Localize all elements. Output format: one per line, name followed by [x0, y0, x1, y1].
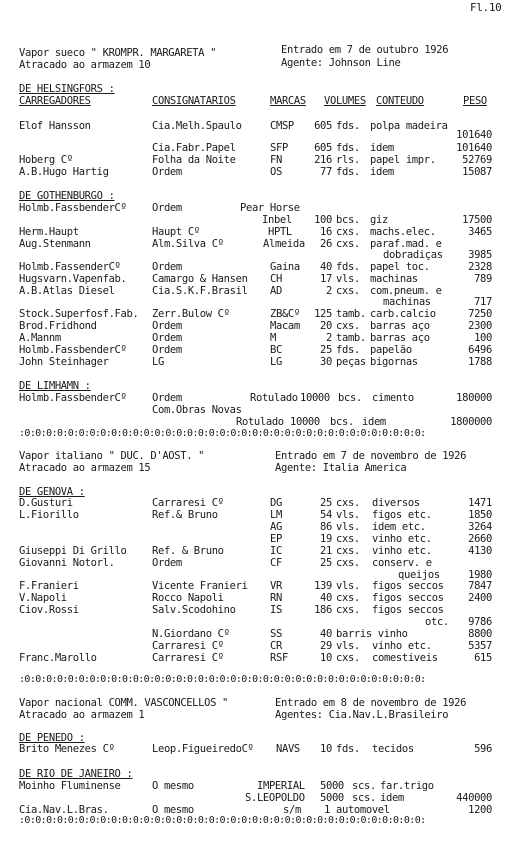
- row-goods: otc.: [425, 616, 449, 628]
- row-qty: 40: [320, 261, 332, 273]
- row-weight: 7847: [468, 580, 492, 592]
- row-mark: M: [270, 332, 276, 344]
- row-mark: IC: [270, 545, 282, 557]
- row-consignee: Carraresi Cº: [152, 652, 224, 664]
- row-mark: Almeida: [263, 238, 305, 250]
- berth: Atracado ao armazem 1: [19, 709, 145, 721]
- row-mark: CF: [270, 557, 282, 569]
- row-unit: fds.: [336, 344, 360, 356]
- row-weight: 1980: [468, 569, 492, 581]
- row-unit: cxs.: [336, 545, 360, 557]
- row-goods: dobradiças: [383, 249, 443, 261]
- row-consignee: Ref. & Bruno: [152, 545, 224, 557]
- row-qty: 77: [320, 166, 332, 178]
- row-weight: 2328: [468, 261, 492, 273]
- row-weight: 15087: [462, 166, 492, 178]
- row-qty: 10000: [300, 392, 330, 404]
- port-heading: DE HELSINGFORS :: [19, 83, 115, 95]
- row-consignee: Ordem: [152, 557, 182, 569]
- row-shipper: Hoberg Cº: [19, 154, 73, 166]
- row-mark: RN: [270, 592, 282, 604]
- row-shipper: Holmb.FassenderCº: [19, 261, 121, 273]
- row-mark: FN: [270, 154, 282, 166]
- row-consignee: Ordem: [152, 320, 182, 332]
- row-consignee: Zerr.Bulow Cº: [152, 308, 230, 320]
- entry-date: Entrado em 7 de novembro de 1926: [275, 450, 467, 462]
- row-consignee: Folha da Noite: [152, 154, 236, 166]
- row-shipper: Elof Hansson: [19, 120, 91, 132]
- row-consignee: Leop.FigueiredoCº: [152, 743, 254, 755]
- row-goods: machinas: [370, 273, 418, 285]
- row-shipper: A.B.Atlas Diesel: [19, 285, 115, 297]
- row-qty: 1: [324, 804, 330, 816]
- row-qty: 20: [320, 320, 332, 332]
- row-qty: 10: [320, 652, 332, 664]
- row-weight: 8800: [468, 628, 492, 640]
- row-weight: 440000: [456, 792, 492, 804]
- row-qty: 54: [320, 509, 332, 521]
- row-qty: 21: [320, 545, 332, 557]
- row-mark: SFP: [270, 142, 288, 154]
- row-unit: cxs.: [336, 652, 360, 664]
- row-consignee: Ordem: [152, 261, 182, 273]
- row-unit: vls.: [336, 521, 360, 533]
- row-weight: 3465: [468, 226, 492, 238]
- row-shipper: Giuseppi Di Grillo: [19, 545, 127, 557]
- row-mark: AG: [270, 521, 282, 533]
- row-shipper: Herm.Haupt: [19, 226, 79, 238]
- row-mark: EP: [270, 533, 282, 545]
- row-qty: 10000: [290, 416, 320, 428]
- row-weight: 1850: [468, 509, 492, 521]
- row-weight: 2660: [468, 533, 492, 545]
- row-goods: machs.elec.: [370, 226, 436, 238]
- row-consignee: Ordem: [152, 392, 182, 404]
- agent: Agente: Johnson Line: [281, 57, 401, 69]
- row-consignee: Ref.& Bruno: [152, 509, 218, 521]
- row-shipper: Ciov.Rossi: [19, 604, 79, 616]
- column-header-weight: PESO: [463, 95, 487, 107]
- row-weight: 7250: [468, 308, 492, 320]
- row-weight: 3264: [468, 521, 492, 533]
- row-shipper: A.B.Hugo Hartig: [19, 166, 109, 178]
- row-weight: 596: [474, 743, 492, 755]
- row-shipper: Moinho Fluminense: [19, 780, 121, 792]
- row-qty: 605: [314, 142, 332, 154]
- row-shipper: V.Napoli: [19, 592, 67, 604]
- row-goods: papel toc.: [370, 261, 430, 273]
- row-unit: fds.: [336, 120, 360, 132]
- row-qty: 2: [326, 285, 332, 297]
- row-unit: vls.: [336, 273, 360, 285]
- row-unit: fds.: [336, 743, 360, 755]
- column-header-consignees: CONSIGNATARIOS: [152, 95, 236, 107]
- row-consignee: Ordem: [152, 166, 182, 178]
- separator-line: :0:0:0:0:0:0:0:0:0:0:0:0:0:0:0:0:0:0:0:0:0:0:0:0:0:0:0:0:0:0:0:0:0:0:0:0:0:: [19, 674, 426, 685]
- row-mark: OS: [270, 166, 282, 178]
- row-shipper: D.Gusturi: [19, 497, 73, 509]
- row-weight: 9786: [468, 616, 492, 628]
- row-consignee: Ordem: [152, 202, 182, 214]
- row-consignee: Alm.Silva Cº: [152, 238, 224, 250]
- entry-date: Entrado em 7 de outubro 1926: [281, 44, 449, 56]
- row-weight: 100: [474, 332, 492, 344]
- row-weight: 1788: [468, 356, 492, 368]
- row-weight: 52769: [462, 154, 492, 166]
- row-consignee: O mesmo: [152, 780, 194, 792]
- row-mark: CR: [270, 640, 282, 652]
- column-header-content: CONTEUDO: [376, 95, 424, 107]
- row-weight: 180000: [456, 392, 492, 404]
- vessel-name: Vapor nacional COMM. VASCONCELLOS ": [19, 697, 229, 709]
- row-consignee: Cia.Melh.Spaulo: [152, 120, 242, 132]
- row-consignee: O mesmo: [152, 804, 194, 816]
- row-consignee: N.Giordano Cº: [152, 628, 230, 640]
- row-unit: cxs.: [336, 320, 360, 332]
- row-mark: RSF: [270, 652, 288, 664]
- separator-line: :0:0:0:0:0:0:0:0:0:0:0:0:0:0:0:0:0:0:0:0:0:0:0:0:0:0:0:0:0:0:0:0:0:0:0:0:0:: [19, 815, 426, 826]
- row-unit: cxs.: [336, 592, 360, 604]
- row-mark: Inbel: [262, 214, 292, 226]
- port-heading: DE RIO DE JANEIRO :: [19, 768, 133, 780]
- row-weight: 2400: [468, 592, 492, 604]
- row-goods: giz: [370, 214, 388, 226]
- row-goods: idem: [370, 166, 394, 178]
- row-goods: conserv. e: [372, 557, 432, 569]
- column-header-volumes: VOLUMES: [324, 95, 366, 107]
- row-goods: figos etc.: [372, 509, 432, 521]
- row-mark: IS: [270, 604, 282, 616]
- folio-number: Fl.10: [470, 1, 502, 14]
- row-goods: idem: [380, 792, 404, 804]
- berth: Atracado ao armazem 10: [19, 59, 151, 71]
- row-mark: HPTL: [268, 226, 292, 238]
- row-qty: 2: [326, 332, 332, 344]
- row-shipper: Holmb.FassbenderCº: [19, 392, 127, 404]
- column-header-shippers: CARREGADORES: [19, 95, 91, 107]
- row-qty: 5000: [320, 780, 344, 792]
- row-mark: SS: [270, 628, 282, 640]
- row-weight: 1800000: [450, 416, 492, 428]
- row-goods: machinas: [383, 296, 431, 308]
- row-qty: 216: [314, 154, 332, 166]
- row-consignee: Salv.Scodohino: [152, 604, 236, 616]
- row-unit: fds.: [336, 261, 360, 273]
- row-weight: 2300: [468, 320, 492, 332]
- row-consignee: Vicente Franieri: [152, 580, 248, 592]
- row-weight: 6496: [468, 344, 492, 356]
- row-mark: AD: [270, 285, 282, 297]
- row-goods: bigornas: [370, 356, 418, 368]
- agent: Agentes: Cia.Nav.L.Brasileiro: [275, 709, 449, 721]
- entry-date: Entrado em 8 de novembro de 1926: [275, 697, 467, 709]
- row-unit: cxs.: [336, 238, 360, 250]
- vessel-name: Vapor italiano " DUC. D'AOST. ": [19, 450, 205, 462]
- port-heading: DE LIMHAMN :: [19, 380, 91, 392]
- row-unit: fds.: [336, 166, 360, 178]
- row-shipper: Aug.Stenmann: [19, 238, 91, 250]
- row-goods: vinho etc.: [372, 533, 432, 545]
- row-qty: 86: [320, 521, 332, 533]
- row-shipper: Cia.Nav.L.Bras.: [19, 804, 109, 816]
- row-shipper: Holmb.FassbenderCº: [19, 202, 127, 214]
- row-weight: 717: [474, 296, 492, 308]
- row-mark: Pear Horse: [240, 202, 300, 214]
- row-unit: fds.: [336, 142, 360, 154]
- row-qty: 17: [320, 273, 332, 285]
- row-goods: queijos: [398, 569, 440, 581]
- row-weight: 615: [474, 652, 492, 664]
- row-qty: 19: [320, 533, 332, 545]
- vessel-name: Vapor sueco " KROMPR. MARGARETA ": [19, 47, 217, 59]
- row-goods: cimento: [372, 392, 414, 404]
- row-qty: 186: [314, 604, 332, 616]
- row-weight: 5357: [468, 640, 492, 652]
- row-qty: 16: [320, 226, 332, 238]
- row-shipper: F.Franieri: [19, 580, 79, 592]
- row-unit: cxs.: [336, 226, 360, 238]
- row-consignee: Cia.S.K.F.Brasil: [152, 285, 248, 297]
- row-goods: com.pneum. e: [370, 285, 442, 297]
- row-unit: rls.: [336, 154, 360, 166]
- row-weight: 789: [474, 273, 492, 285]
- row-goods: vinho etc.: [372, 545, 432, 557]
- row-mark: ZB&Cº: [270, 308, 300, 320]
- row-goods: idem etc.: [372, 521, 426, 533]
- row-qty: 125: [314, 308, 332, 320]
- row-weight: 4130: [468, 545, 492, 557]
- row-goods: polpa madeira: [370, 120, 448, 132]
- row-unit: bcs.: [330, 416, 354, 428]
- row-mark: BC: [270, 344, 282, 356]
- row-mark: LM: [270, 509, 282, 521]
- row-qty: 25: [320, 557, 332, 569]
- row-consignee: LG: [152, 356, 164, 368]
- row-unit: scs.: [352, 792, 376, 804]
- row-weight: 1200: [468, 804, 492, 816]
- row-consignee: Carraresi Cº: [152, 497, 224, 509]
- row-goods: vinho etc.: [372, 640, 432, 652]
- port-heading: DE GOTHENBURGO :: [19, 190, 115, 202]
- row-consignee: Rocco Napoli: [152, 592, 224, 604]
- row-weight: 3985: [468, 249, 492, 261]
- row-shipper: Holmb.FassbenderCº: [19, 344, 127, 356]
- row-shipper: L.Fiorillo: [19, 509, 79, 521]
- row-goods: idem: [370, 142, 394, 154]
- row-goods: idem: [362, 416, 386, 428]
- row-shipper: Hugsvarn.Vapenfab.: [19, 273, 127, 285]
- row-goods: comestiveis: [372, 652, 438, 664]
- row-consignee: Ordem: [152, 332, 182, 344]
- separator-line: :0:0:0:0:0:0:0:0:0:0:0:0:0:0:0:0:0:0:0:0:0:0:0:0:0:0:0:0:0:0:0:0:0:0:0:0:0:: [19, 428, 426, 439]
- row-shipper: Brod.Fridhond: [19, 320, 97, 332]
- row-goods: tecidos: [372, 743, 414, 755]
- port-heading: DE PENEDO :: [19, 732, 85, 744]
- row-consignee: Cia.Fabr.Papel: [152, 142, 236, 154]
- row-mark: Gaina: [270, 261, 300, 273]
- row-goods: far.trigo: [380, 780, 434, 792]
- row-qty: 100: [314, 214, 332, 226]
- row-qty: 40: [320, 628, 332, 640]
- row-goods: diversos: [372, 497, 420, 509]
- row-weight: 101640: [456, 129, 492, 141]
- row-goods: barras aço: [370, 320, 430, 332]
- row-qty: 29: [320, 640, 332, 652]
- row-mark: CH: [270, 273, 282, 285]
- row-goods: barris vinho: [336, 628, 408, 640]
- row-mark: DG: [270, 497, 282, 509]
- row-mark: VR: [270, 580, 282, 592]
- row-qty: 40: [320, 592, 332, 604]
- row-shipper: John Steinhager: [19, 356, 109, 368]
- row-unit: cxs.: [336, 533, 360, 545]
- row-unit: cxs.: [336, 497, 360, 509]
- row-unit: scs.: [352, 780, 376, 792]
- row-consignee: Haupt Cº: [152, 226, 200, 238]
- row-weight: 17500: [462, 214, 492, 226]
- row-mark: CMSP: [270, 120, 294, 132]
- row-unit: cxs.: [336, 604, 360, 616]
- row-unit: tamb.: [336, 308, 366, 320]
- row-unit: peças: [336, 356, 366, 368]
- row-qty: 139: [314, 580, 332, 592]
- row-qty: 605: [314, 120, 332, 132]
- row-unit: vls.: [336, 580, 360, 592]
- row-consignee: Camargo & Hansen: [152, 273, 248, 285]
- row-mark: s/m: [283, 804, 301, 816]
- row-mark: Rotulado: [250, 392, 298, 404]
- row-mark: NAVS: [276, 743, 300, 755]
- row-qty: 10: [320, 743, 332, 755]
- row-goods: barras aço: [370, 332, 430, 344]
- row-qty: 25: [320, 344, 332, 356]
- row-mark: LG: [270, 356, 282, 368]
- row-unit: vls.: [336, 509, 360, 521]
- row-unit: bcs.: [336, 214, 360, 226]
- row-goods: figos seccos: [372, 580, 444, 592]
- port-heading: DE GENOVA :: [19, 486, 85, 498]
- row-goods: figos seccos: [372, 604, 444, 616]
- row-shipper: Giovanni Notorl.: [19, 557, 115, 569]
- row-qty: 5000: [320, 792, 344, 804]
- row-consignee: Com.Obras Novas: [152, 404, 242, 416]
- row-unit: tamb.: [336, 332, 366, 344]
- row-shipper: Stock.Superfosf.Fab.: [19, 308, 139, 320]
- row-mark: Macam: [270, 320, 300, 332]
- row-unit: cxs.: [336, 557, 360, 569]
- row-shipper: Brito Menezes Cº: [19, 743, 115, 755]
- row-mark: Rotulado: [236, 416, 284, 428]
- row-weight: 1471: [468, 497, 492, 509]
- row-mark: S.LEOPOLDO: [245, 792, 305, 804]
- row-shipper: Franc.Marollo: [19, 652, 97, 664]
- row-goods: papelão: [370, 344, 412, 356]
- row-goods: automovel: [336, 804, 390, 816]
- row-consignee: Carraresi Cº: [152, 640, 224, 652]
- row-qty: 30: [320, 356, 332, 368]
- row-qty: 25: [320, 497, 332, 509]
- row-unit: bcs.: [338, 392, 362, 404]
- row-weight: 101640: [456, 142, 492, 154]
- row-shipper: A.Mannm: [19, 332, 61, 344]
- row-goods: paraf.mad. e: [370, 238, 442, 250]
- berth: Atracado ao armazem 15: [19, 462, 151, 474]
- row-goods: carb.calcio: [370, 308, 436, 320]
- row-qty: 26: [320, 238, 332, 250]
- row-mark: IMPERIAL: [257, 780, 305, 792]
- column-header-marks: MARCAS: [270, 95, 306, 107]
- row-goods: figos seccos: [372, 592, 444, 604]
- row-goods: papel impr.: [370, 154, 436, 166]
- row-unit: cxs.: [336, 285, 360, 297]
- row-unit: vls.: [336, 640, 360, 652]
- row-consignee: Ordem: [152, 344, 182, 356]
- agent: Agente: Italia America: [275, 462, 407, 474]
